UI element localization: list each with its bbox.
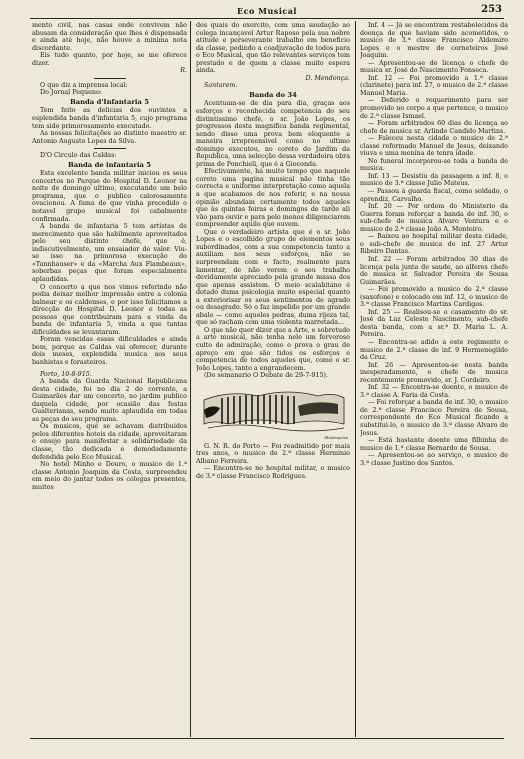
paragraph: — Baixou ao hospital militar desta cidade, o sub-chefe de musica de inf. 27 Artur Ribeiro Dantas. <box>360 233 508 256</box>
paragraph: mento civil, nas casas onde convivem não abusam da consideração que lhes é dispensada e ainda até hoje, não houve a minima nota discordante. <box>32 22 187 52</box>
engraving-caption: Illustrações <box>324 435 348 441</box>
paragraph: — Passou á guarda fiscal, como soldado, o aprendiz, Carvalho. <box>360 188 508 203</box>
section-heading: Banda d'Infantaria 5 <box>69 97 150 106</box>
paragraph: — Faleceu nesta cidade o musico de 2.ª classe reformado Manuel de Jesus, deixando viuva e uma menina de tenra idade. <box>360 135 508 158</box>
paragraph: Foram vencidas essas dificuldades e ainda bem, porque as Caldas vai oferecer, durante dois meses, explendida musica aos seus banhistas e forasteiros. <box>32 336 187 366</box>
paragraph: O que não quer dizer que a Arte, e sobretudo a arte musical, não tenha nele um fervoroso culto de admiração, como o prova o grau de apreço em que são tidos os esforços e competencia de todos aqueles que, como o sr. João Lopes, tanto a engrandecem. <box>196 326 350 372</box>
separator <box>94 78 126 79</box>
paragraph: Inf. 4 — Já se encontram restabelecidos da doença de que haviam sido acometidos, o musico de 3.ª classe Francisco Aldemiro Lopes e o mestre de corneteiros José Joaquim. <box>360 22 508 60</box>
signature: R. <box>180 67 187 75</box>
paragraph: Efectivamente, há muito tempo que naquele coreto uma pagina musical não tinha tão correcta e uniforme interpretação como aquela a que acabamos de nos referir, e na nossa opinião abundam certamente todos aqueles que às quintas feiras e domingos de tarde ali vão para ouvir e para pelo menos diligenciarem compreender aquilo que ouvem. <box>196 168 350 229</box>
paragraph: Acentuam-se de dia para dia, graças aos esforços e reconhecida competencia do seu distintissimo chefe, o sr. João Lopes, os progressos desta magnifica banda regimental, sendo disso uma prova bem eloquente a maneira irrepreensivel como no ultimo domingo executou, no coreto do Jardim da Republica, uma selecção dessa verdadeira obra prima de Ponchieli, que é a Gioconda. <box>196 100 350 168</box>
page-header <box>32 4 502 18</box>
paragraph: A banda da Guarda Nacional Republicana desta cidade, foi no dia 2 do corrente, a Guimarães dar um concerto, no jardim publico daquela cidade, por ocasião das festas Gualterianas, sendo muito aplaudida em todas as peças do seu programa. <box>32 378 187 423</box>
publication-title: Eco Musical <box>237 6 297 16</box>
column-2 <box>196 22 350 480</box>
paragraph: A banda de infantaria 5 tem artistas de merecimento que são habilmente aproveitados pelo seu distinto chefe, que é, indiscutivelmente, um ensaiador de valor. Viu-se isso na primorosa execução do «Tannhauser» e da «Marcha Aux Flambeaux», soberbas peças que foram especialmente aplaudidas. <box>32 223 187 283</box>
paragraph: No funeral incorporou-se toda a banda de musica. <box>360 157 508 173</box>
paragraph: — Apresentou-se ao serviço, o musico de 3.ª classe Justino dos Santos. <box>360 452 508 467</box>
section-heading: Banda do 34 <box>249 90 297 99</box>
column-1 <box>32 22 187 491</box>
paragraph: Eis tudo quanto, por hoje, se me oferece dizer. <box>32 52 187 67</box>
paragraph: Que o verdadeiro artista que é o sr. João Lopes e o escolhido grupo de elementos seus subordinados, com a sua competencia tanto a auxiliam nos seus esforços, não se surpreendam com o facto, realmente para lamentar, de não verem o seu trabalho devidamente apreciado pela grande massa dos que apenas assistem. O meio scalabitano é dotado duma psicologia muito especial quanto a exteriorisar os seus sentimentos de agrado ou desagrado. Só o faz impelido por um grande abalo — como aqueles pedras, duma rijeza tal, que só racham com uma violenta marretada... <box>196 228 350 327</box>
paragraph: Tem feito as delicias dos ouvintes a esplendida banda d'infantaria 5, cujo programa tem sido primorosamente executado. <box>32 107 187 130</box>
paragraph: Inf. 25 — Realisou-se o casamento do sr. José da Luz Celeste Nascimento, sub-chefe desta banda, com a sr.ª D. Maria L. A. Pereira. <box>360 308 508 339</box>
paragraph: Esta excelente banda militar iniciou os seus concertos no Parque do Hospital D. Leonor na noite de domingo ultimo, executando um belo programa, que o publico calorosamente ovacionou. A fama de que vinha precedido o notavel grupo musical foi cabalmente confirmada. <box>32 170 187 223</box>
footer-rule <box>30 738 504 739</box>
paragraph: As nossas felicitações ao distinto maestro sr. Antonio Augusto Lopes da Silva. <box>32 130 187 145</box>
section-heading: Banda de infantaria 5 <box>67 160 152 169</box>
paragraph: — Encontra-se no hospital militar, o musico de 3.ª classe Francisco Rodrigues. <box>196 465 350 480</box>
paragraph: Inf. 32 — Encontra-se doente, o musico de 3.ª classe A. Faria da Costa. <box>360 384 508 399</box>
separator <box>94 148 126 149</box>
column-divider-2 <box>355 21 356 737</box>
paragraph: — Está bastante doente uma filhinha do musico de 1.ª classe Bernardo de Sousa. <box>360 437 508 452</box>
column-3 <box>360 22 508 467</box>
paragraph: Inf. 22 — Foram arbitrados 30 dias de licença pela junta de saude, ao alferes chefe de musica sr. Salvador Pereira de Sousa Guimarães. <box>360 255 508 286</box>
paragraph: — Encontra-se adido a este regimento o musico de 2.ª classe de inf. 9 Hermenegildo da Cruz. <box>360 338 508 362</box>
paragraph: Inf. 20 — Por ordem do Ministerio da Guerra foram reforçar a banda de inf. 30, o sub-chefe de musica Alvaro Ventura e o musico de 2.ª classe João A. Monteiro. <box>360 203 508 233</box>
paragraph: — Foram arbitrados 60 dias de licença ao chefe de musica sr. Arlindo Candido Martins. <box>360 120 508 135</box>
dateline: Porto, 10-8-915. <box>40 370 92 378</box>
paragraph: — Deferido o requerimento para ser promovido no corpo a que pertence, o musico de 2.ª classe Ismael. <box>360 97 508 120</box>
paragraph: Inf. 13 — Desistiu da passagem a inf. 8, o musico de 3.ª classe Julio Mateus. <box>360 172 508 188</box>
engraving-illustration <box>198 384 348 440</box>
source-citation: (Do semanario O Debate de 29-7-915). <box>204 372 329 380</box>
paragraph: — Foi reforçar a banda de inf. 30, o musico de 2.ª classe Francisco Pereira de Sousa, correspondente do Eco Musical ficando a substitui-lo, o musico de 3.ª classe Alvaro de Jesus. <box>360 399 508 437</box>
paragraph: Os musicos, que se achavam distribuidos pelos diferentes hoteis da cidade, aproveitaram o ensejo para manifestar a solidariedade da classe, tão dedicada e demodadamente defendida pelo Eco Musical. <box>32 423 187 461</box>
dateline: Santarem. <box>204 82 238 90</box>
paragraph: O concerto a que nos vimos referindo não podia deixar melhor impressão entre a colonia balnear e os caldenses, e por isso felicitamos a direcção do Hospital D. Leonor e todas as pessoas que contribuiram para a vinda da banda de infantaria 5, vinda a que tantas dificuldades se levantaram. <box>32 283 187 336</box>
column-divider-1 <box>190 21 191 737</box>
page-number: 253 <box>481 4 502 15</box>
paragraph: No hotel Minho e Douro, o musico de 1.ª classe Antonio Joaquim da Costa, surpreendeu em meio do jantar todos os colegas presentes, muitos <box>32 461 187 491</box>
paragraph: O que diz a imprensa local: <box>40 81 128 89</box>
military-band-engraving-icon <box>198 384 348 440</box>
paragraph: Inf. 26 — Apresentou-se nesta banda inesperadamente, o chefe de musica recentemente promovido, sr. J. Cordeiro. <box>360 361 508 384</box>
paragraph: dos quais do exercito, com uma saudação ao colega incançavel Artur Raposo pela sua nobre atitude e perseverante trabalho em beneficio da classe, pedindo a coadjuvação de todos para o Eco Musical, que tão relevantes serviços tem prestado e de quem a classe muito espera ainda. <box>196 22 350 75</box>
signature: D. Mendonça. <box>305 74 350 82</box>
source-line: D'O Circulo das Caldas: <box>40 152 117 160</box>
paragraph: Inf. 12 — Foi promovido a 1.ª classe (clarinete) para inf. 27, o musico de 2.ª classe Manuel Maria. <box>360 74 508 97</box>
source-line: Do Jornal Pequeno: <box>40 89 102 97</box>
paragraph: — Foi promovido a musico de 2.ª classe (saxofone) e colocado em inf. 12, o musico de 3.ª classe Francisco Martins Cardigos. <box>360 286 508 309</box>
paragraph: G. N. R. do Porto — Foi readmitido por mais tres anos, o musico de 2.ª classe Herminio Albano Ferreira. <box>196 442 350 465</box>
header-rule <box>30 18 504 19</box>
paragraph: — Apresentou-se de licença o chefe de musica sr. José do Nascimento Fonseca. <box>360 59 508 75</box>
